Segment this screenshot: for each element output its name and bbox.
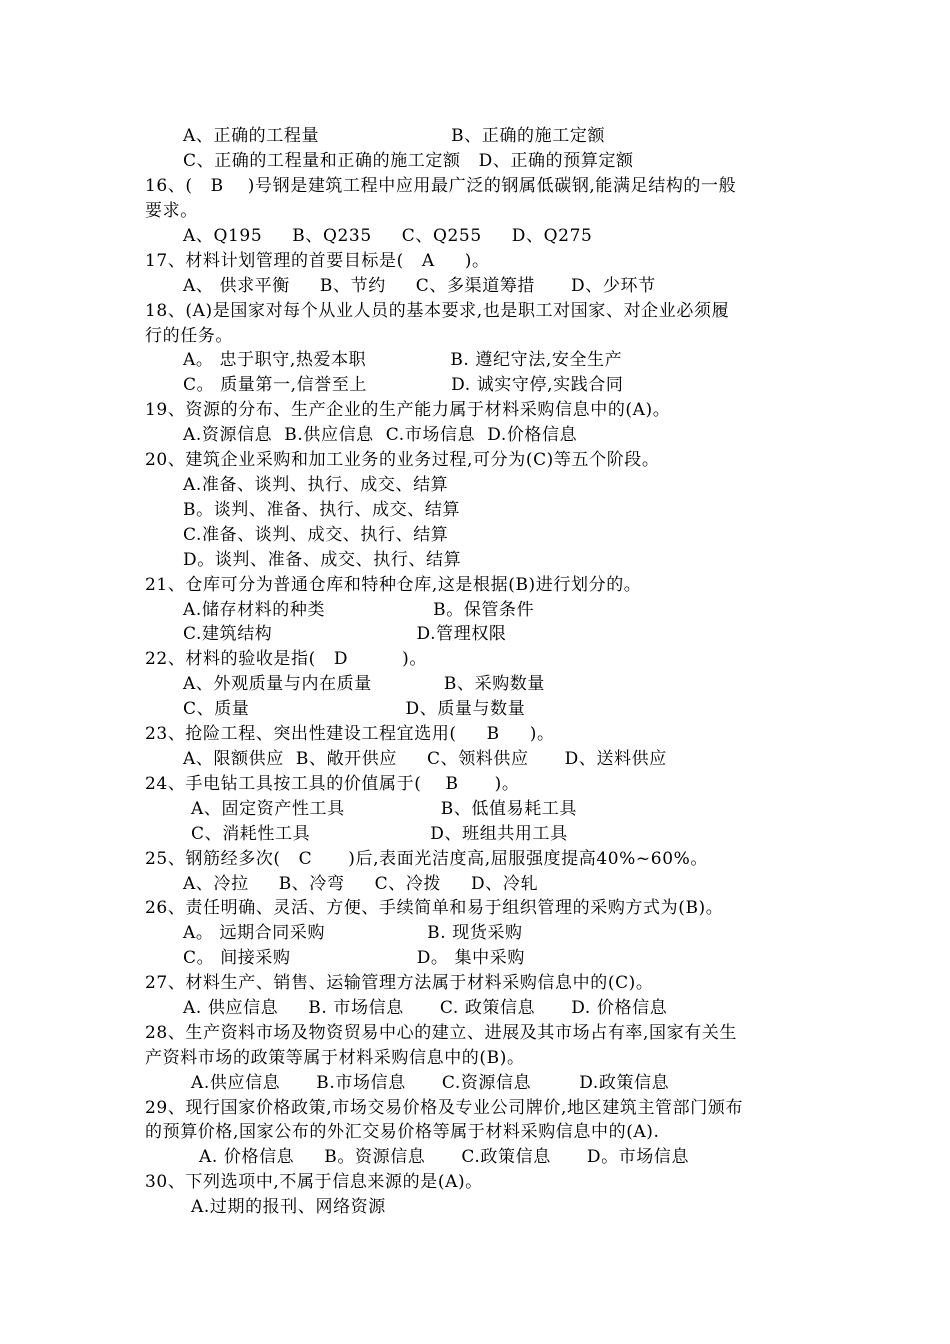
q17-stem: 17、材料计划管理的首要目标是( A )。 <box>145 251 490 271</box>
q18-option-cd: C。 质量第一,信誉至上 D. 诚实守停,实践合同 <box>183 375 624 395</box>
q21-option-ab: A.储存材料的种类 B。保管条件 <box>183 600 535 620</box>
q16-options: A、Q195 B、Q235 C、Q255 D、Q275 <box>183 226 593 246</box>
q29-options: A. 价格信息 B。资源信息 C.政策信息 D。市场信息 <box>199 1147 690 1167</box>
q28-stem-line2: 产资料市场的政策等属于材料采购信息中的(B)。 <box>145 1048 525 1068</box>
q20-option-a: A.准备、谈判、执行、成交、结算 <box>183 475 449 495</box>
q18-stem-line1: 18、(A)是国家对每个从业人员的基本要求,也是职工对国家、对企业必须履 <box>145 301 730 321</box>
q16-stem-line2: 要求。 <box>145 201 198 221</box>
q15-option-cd: C、正确的工程量和正确的施工定额 D、正确的预算定额 <box>183 151 634 171</box>
q23-options: A、限额供应 B、敞开供应 C、领料供应 D、送料供应 <box>183 749 667 769</box>
q24-option-ab: A、固定资产性工具 B、低值易耗工具 <box>191 799 578 819</box>
q26-stem: 26、责任明确、灵活、方便、手续简单和易于组织管理的采购方式为(B)。 <box>145 898 724 918</box>
q22-option-cd: C、质量 D、质量与数量 <box>183 699 526 719</box>
q30-option-a: A.过期的报刊、网络资源 <box>191 1197 386 1217</box>
q28-options: A.供应信息 B.市场信息 C.资源信息 D.政策信息 <box>191 1073 670 1093</box>
q15-option-ab: A、正确的工程量 B、正确的施工定额 <box>183 126 606 146</box>
q26-option-cd: C。 间接采购 D。 集中采购 <box>183 948 525 968</box>
q27-stem: 27、材料生产、销售、运输管理方法属于材料采购信息中的(C)。 <box>145 973 654 993</box>
q25-stem: 25、钢筋经多次( C )后,表面光洁度高,屈服强度提高40%~60%。 <box>145 849 708 869</box>
q22-stem: 22、材料的验收是指( D )。 <box>145 649 427 669</box>
q19-options: A.资源信息 B.供应信息 C.市场信息 D.价格信息 <box>183 425 578 445</box>
q19-stem: 19、资源的分布、生产企业的生产能力属于材料采购信息中的(A)。 <box>145 400 671 420</box>
q20-option-c: C.准备、谈判、成交、执行、结算 <box>183 525 449 545</box>
q18-stem-line2: 行的任务。 <box>145 326 233 346</box>
q24-stem: 24、手电钻工具按工具的价值属于( B )。 <box>145 774 520 794</box>
q16-stem-line1: 16、( B )号钢是建筑工程中应用最广泛的钢属低碳钢,能满足结构的一般 <box>145 176 737 196</box>
q20-option-b: B。谈判、准备、执行、成交、结算 <box>183 500 461 520</box>
q21-option-cd: C.建筑结构 D.管理权限 <box>183 624 507 644</box>
q25-options: A、冷拉 B、冷弯 C、冷拨 D、冷轧 <box>183 874 539 894</box>
q27-options: A. 供应信息 B. 市场信息 C. 政策信息 D. 价格信息 <box>183 998 668 1018</box>
q26-option-ab: A。 远期合同采购 B. 现货采购 <box>183 923 523 943</box>
q28-stem-line1: 28、生产资料市场及物资贸易中心的建立、进展及其市场占有率,国家有关生 <box>145 1023 738 1043</box>
q24-option-cd: C、消耗性工具 D、班组共用工具 <box>191 824 568 844</box>
q22-option-ab: A、外观质量与内在质量 B、采购数量 <box>183 674 546 694</box>
q17-options: A、 供求平衡 B、节约 C、多渠道筹措 D、少环节 <box>183 276 656 296</box>
q20-option-d: D。谈判、准备、成交、执行、结算 <box>183 550 462 570</box>
q30-stem: 30、下列选项中,不属于信息来源的是(A)。 <box>145 1172 483 1192</box>
q29-stem-line2: 的预算价格,国家公布的外汇交易价格等属于材料采购信息中的(A). <box>145 1122 660 1142</box>
q29-stem-line1: 29、现行国家价格政策,市场交易价格及专业公司牌价,地区建筑主管部门颁布 <box>145 1098 744 1118</box>
q21-stem: 21、仓库可分为普通仓库和特种仓库,这是根据(B)进行划分的。 <box>145 575 642 595</box>
q20-stem: 20、建筑企业采购和加工业务的业务过程,可分为(C)等五个阶段。 <box>145 450 660 470</box>
q18-option-ab: A。 忠于职守,热爱本职 B. 遵纪守法,安全生产 <box>183 350 623 370</box>
q23-stem: 23、抢险工程、突出性建设工程宜选用( B )。 <box>145 724 555 744</box>
